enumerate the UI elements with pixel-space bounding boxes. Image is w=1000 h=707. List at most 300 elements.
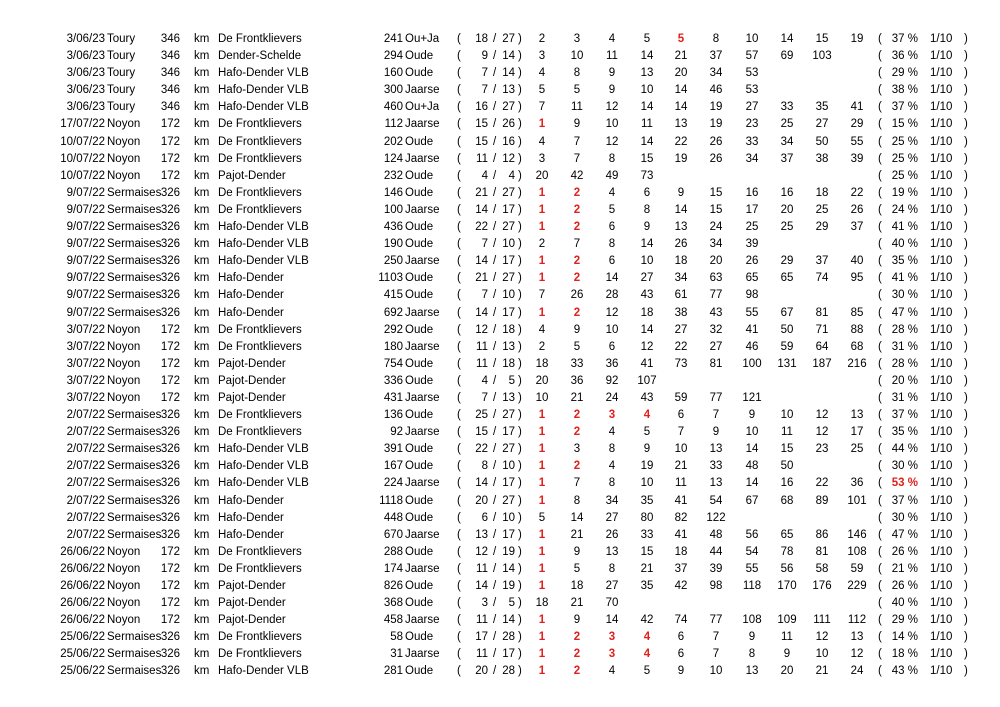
distance-value: 172 <box>160 323 180 336</box>
close-paren: ) <box>964 511 968 524</box>
placing: 39 <box>850 152 864 165</box>
race-date: 10/07/22 <box>60 169 105 182</box>
slash: / <box>493 391 497 404</box>
placing: 1 <box>538 203 546 216</box>
placing: 32 <box>709 323 723 336</box>
percentage: 25 % <box>891 152 918 165</box>
slash: / <box>493 221 497 234</box>
placing: 19 <box>850 33 864 45</box>
placing: 48 <box>745 460 759 473</box>
placing: 21 <box>640 562 654 575</box>
placing: 10 <box>745 33 759 45</box>
bird-count: 670 <box>383 528 403 541</box>
percentage: 43 % <box>891 665 918 678</box>
percentage: 37 % <box>891 494 918 507</box>
table-row <box>0 595 1000 612</box>
close-paren: ) <box>518 152 522 165</box>
placing: 122 <box>706 511 726 524</box>
placing: 65 <box>745 272 759 285</box>
club-name: De Frontklievers <box>218 33 302 45</box>
club-name: Hafo-Dender VLB <box>218 101 309 114</box>
placing: 17 <box>745 203 759 216</box>
rank: 20 <box>475 494 488 507</box>
table-row <box>0 629 1000 646</box>
bird-count: 1118 <box>379 494 403 507</box>
distance-unit: km <box>194 614 210 627</box>
close-paren: ) <box>964 494 968 507</box>
placing: 7 <box>573 135 581 148</box>
table-row <box>0 356 1000 373</box>
total: 17 <box>502 477 515 490</box>
bird-count: 112 <box>384 118 403 131</box>
rank: 14 <box>475 306 488 319</box>
slash: / <box>493 648 497 661</box>
open-paren: ( <box>878 562 882 575</box>
slash: / <box>493 306 497 319</box>
close-paren: ) <box>964 562 968 575</box>
placing: 19 <box>640 460 654 473</box>
placing: 10 <box>605 118 619 131</box>
open-paren: ( <box>878 597 882 610</box>
close-paren: ) <box>518 84 522 97</box>
open-paren: ( <box>878 306 882 319</box>
percentage: 41 % <box>891 272 918 285</box>
release-place: Sermaises <box>107 409 162 422</box>
club-name: De Frontklievers <box>218 152 302 165</box>
open-paren: ( <box>878 374 882 387</box>
close-paren: ) <box>518 494 522 507</box>
percentage: 25 % <box>891 169 918 182</box>
total: 10 <box>502 511 515 524</box>
placing: 100 <box>742 357 762 370</box>
fraction: 1/10 <box>930 340 953 353</box>
distance-unit: km <box>194 289 210 302</box>
placing: 41 <box>745 323 759 336</box>
placing: 10 <box>709 665 723 678</box>
total: 17 <box>502 528 515 541</box>
placing: 33 <box>709 460 723 473</box>
placing: 34 <box>605 494 619 507</box>
category: Jaarse <box>405 84 440 97</box>
open-paren: ( <box>878 101 882 114</box>
open-paren: ( <box>878 33 882 45</box>
distance-value: 172 <box>160 374 180 387</box>
placing: 3 <box>573 443 581 456</box>
table-row <box>0 612 1000 629</box>
placing: 2 <box>573 221 581 234</box>
placing: 34 <box>745 152 759 165</box>
open-paren: ( <box>457 443 461 456</box>
fraction: 1/10 <box>930 374 953 387</box>
placing: 53 <box>745 84 759 97</box>
placing: 35 <box>640 580 654 592</box>
placing: 46 <box>709 84 723 97</box>
distance-unit: km <box>194 203 210 216</box>
open-paren: ( <box>457 477 461 490</box>
total: 27 <box>502 186 515 199</box>
race-date: 9/07/22 <box>66 289 105 302</box>
bird-count: 160 <box>383 67 403 80</box>
release-place: Noyon <box>107 169 141 182</box>
rank: 12 <box>475 323 488 336</box>
club-name: De Frontklievers <box>218 118 302 131</box>
placing: 12 <box>815 426 829 439</box>
percentage: 30 % <box>891 289 918 302</box>
total: 28 <box>502 665 515 678</box>
rank: 15 <box>475 135 488 148</box>
percentage: 53 % <box>891 477 918 490</box>
open-paren: ( <box>457 186 461 199</box>
placing: 10 <box>745 426 759 439</box>
table-row <box>0 185 1000 202</box>
percentage: 30 % <box>891 460 918 473</box>
distance-value: 346 <box>160 84 180 97</box>
category: Jaarse <box>405 306 440 319</box>
placing: 9 <box>783 648 791 661</box>
fraction: 1/10 <box>930 152 953 165</box>
rank: 25 <box>475 409 488 422</box>
distance-unit: km <box>194 460 210 473</box>
open-paren: ( <box>457 238 461 251</box>
rank: 22 <box>475 221 488 234</box>
club-name: Hafo-Dender VLB <box>218 460 309 473</box>
rank: 13 <box>475 528 488 541</box>
placing: 14 <box>570 511 584 524</box>
placing: 21 <box>570 391 584 404</box>
release-place: Toury <box>107 101 136 114</box>
release-place: Sermaises <box>107 289 162 302</box>
close-paren: ) <box>518 562 522 575</box>
open-paren: ( <box>457 135 461 148</box>
placing: 8 <box>573 494 581 507</box>
placing: 14 <box>780 33 794 45</box>
distance-value: 326 <box>160 528 180 541</box>
placing: 92 <box>605 374 619 387</box>
release-place: Sermaises <box>107 648 162 661</box>
placing: 18 <box>640 306 654 319</box>
race-date: 3/07/22 <box>66 340 105 353</box>
distance-value: 326 <box>160 306 180 319</box>
distance-value: 346 <box>160 33 180 45</box>
placing: 22 <box>674 135 688 148</box>
distance-value: 326 <box>160 186 180 199</box>
placing: 61 <box>674 289 688 302</box>
placing: 78 <box>780 545 794 558</box>
close-paren: ) <box>964 101 968 114</box>
club-name: De Frontklievers <box>218 203 302 216</box>
club-name: Pajot-Dender <box>218 357 286 370</box>
placing: 1 <box>538 631 546 644</box>
table-row <box>0 287 1000 304</box>
close-paren: ) <box>518 186 522 199</box>
slash: / <box>493 665 497 678</box>
fraction: 1/10 <box>930 272 953 285</box>
placing: 41 <box>640 357 654 370</box>
placing: 5 <box>677 33 685 45</box>
close-paren: ) <box>964 528 968 541</box>
table-row <box>0 82 1000 99</box>
placing: 4 <box>643 409 651 422</box>
race-date: 3/07/22 <box>66 374 105 387</box>
percentage: 36 % <box>891 50 918 63</box>
percentage: 28 % <box>891 323 918 336</box>
close-paren: ) <box>518 528 522 541</box>
rank: 14 <box>475 255 488 268</box>
placing: 1 <box>538 562 546 575</box>
placing: 14 <box>640 101 654 114</box>
placing: 109 <box>777 614 797 627</box>
distance-value: 346 <box>160 67 180 80</box>
placing: 10 <box>570 50 584 63</box>
category: Jaarse <box>405 391 440 404</box>
placing: 65 <box>780 272 794 285</box>
open-paren: ( <box>878 340 882 353</box>
category: Oude <box>405 494 434 507</box>
placing: 2 <box>573 255 581 268</box>
table-row <box>0 578 1000 595</box>
placing: 14 <box>605 614 619 627</box>
table-row <box>0 407 1000 424</box>
placing: 2 <box>538 33 546 45</box>
club-name: Pajot-Dender <box>218 597 286 610</box>
race-date: 2/07/22 <box>66 409 105 422</box>
placing: 8 <box>608 477 616 490</box>
rank: 7 <box>481 84 488 97</box>
placing: 18 <box>535 597 549 610</box>
placing: 10 <box>640 255 654 268</box>
distance-value: 326 <box>160 631 180 644</box>
distance-unit: km <box>194 118 210 131</box>
table-row <box>0 322 1000 339</box>
placing: 9 <box>643 221 651 234</box>
placing: 2 <box>573 631 581 644</box>
distance-unit: km <box>194 374 210 387</box>
placing: 4 <box>643 631 651 644</box>
category: Oude <box>405 186 434 199</box>
distance-value: 172 <box>160 152 180 165</box>
placing: 8 <box>712 33 720 45</box>
placing: 7 <box>573 152 581 165</box>
distance-unit: km <box>194 494 210 507</box>
fraction: 1/10 <box>930 84 953 97</box>
bird-count: 294 <box>383 50 403 63</box>
distance-value: 172 <box>160 562 180 575</box>
percentage: 15 % <box>891 118 918 131</box>
distance-value: 326 <box>160 511 180 524</box>
placing: 4 <box>608 186 616 199</box>
close-paren: ) <box>518 460 522 473</box>
release-place: Sermaises <box>107 494 162 507</box>
release-place: Sermaises <box>107 221 162 234</box>
category: Oude <box>405 460 434 473</box>
category: Jaarse <box>405 562 440 575</box>
close-paren: ) <box>964 323 968 336</box>
placing: 9 <box>643 443 651 456</box>
placing: 81 <box>815 545 829 558</box>
slash: / <box>493 374 497 387</box>
total: 4 <box>508 169 515 182</box>
race-date: 10/07/22 <box>60 135 105 148</box>
table-row <box>0 253 1000 270</box>
placing: 10 <box>640 84 654 97</box>
release-place: Noyon <box>107 391 141 404</box>
placing: 59 <box>850 562 864 575</box>
placing: 73 <box>640 169 654 182</box>
open-paren: ( <box>878 357 882 370</box>
placing: 7 <box>677 426 685 439</box>
category: Oude <box>405 631 434 644</box>
distance-unit: km <box>194 272 210 285</box>
distance-unit: km <box>194 33 210 45</box>
table-row <box>0 48 1000 65</box>
placing: 50 <box>815 135 829 148</box>
placing: 89 <box>815 494 829 507</box>
release-place: Noyon <box>107 597 141 610</box>
open-paren: ( <box>457 562 461 575</box>
placing: 25 <box>780 118 794 131</box>
open-paren: ( <box>878 135 882 148</box>
placing: 43 <box>640 391 654 404</box>
slash: / <box>493 614 497 627</box>
slash: / <box>493 50 497 63</box>
close-paren: ) <box>964 580 968 592</box>
slash: / <box>493 357 497 370</box>
rank: 7 <box>481 238 488 251</box>
slash: / <box>493 562 497 575</box>
placing: 69 <box>780 50 794 63</box>
total: 19 <box>502 545 515 558</box>
slash: / <box>493 101 497 114</box>
total: 19 <box>502 580 515 592</box>
slash: / <box>493 340 497 353</box>
club-name: Hafo-Dender VLB <box>218 665 309 678</box>
total: 14 <box>502 562 515 575</box>
open-paren: ( <box>878 152 882 165</box>
percentage: 44 % <box>891 443 918 456</box>
placing: 20 <box>535 169 549 182</box>
placing: 29 <box>850 118 864 131</box>
fraction: 1/10 <box>930 443 953 456</box>
placing: 7 <box>538 101 546 114</box>
placing: 216 <box>847 357 867 370</box>
placing: 59 <box>674 391 688 404</box>
fraction: 1/10 <box>930 186 953 199</box>
race-date: 9/07/22 <box>66 221 105 234</box>
club-name: De Frontklievers <box>218 186 302 199</box>
placing: 14 <box>640 323 654 336</box>
placing: 15 <box>815 33 829 45</box>
placing: 3 <box>608 648 616 661</box>
close-paren: ) <box>964 648 968 661</box>
open-paren: ( <box>878 460 882 473</box>
placing: 43 <box>709 306 723 319</box>
placing: 22 <box>815 477 829 490</box>
close-paren: ) <box>518 221 522 234</box>
bird-count: 300 <box>383 84 403 97</box>
open-paren: ( <box>878 511 882 524</box>
placing: 26 <box>709 135 723 148</box>
bird-count: 292 <box>383 323 403 336</box>
open-paren: ( <box>878 409 882 422</box>
release-place: Noyon <box>107 614 141 627</box>
distance-value: 326 <box>160 477 180 490</box>
rank: 21 <box>475 186 488 199</box>
open-paren: ( <box>878 272 882 285</box>
close-paren: ) <box>964 186 968 199</box>
distance-value: 326 <box>160 426 180 439</box>
race-date: 9/07/22 <box>66 238 105 251</box>
category: Jaarse <box>405 152 440 165</box>
placing: 41 <box>850 101 864 114</box>
placing: 41 <box>674 494 688 507</box>
rank: 21 <box>475 272 488 285</box>
fraction: 1/10 <box>930 50 953 63</box>
release-place: Sermaises <box>107 255 162 268</box>
bird-count: 281 <box>383 665 403 678</box>
distance-unit: km <box>194 391 210 404</box>
close-paren: ) <box>964 665 968 678</box>
placing: 95 <box>850 272 864 285</box>
race-date: 3/06/23 <box>66 50 105 63</box>
placing: 11 <box>571 101 583 114</box>
placing: 6 <box>608 255 616 268</box>
placing: 19 <box>709 118 723 131</box>
distance-value: 172 <box>160 340 180 353</box>
bird-count: 180 <box>383 340 403 353</box>
distance-unit: km <box>194 186 210 199</box>
placing: 4 <box>608 426 616 439</box>
distance-value: 326 <box>160 238 180 251</box>
distance-unit: km <box>194 169 210 182</box>
close-paren: ) <box>964 374 968 387</box>
distance-unit: km <box>194 238 210 251</box>
distance-unit: km <box>194 648 210 661</box>
rank: 11 <box>476 152 488 165</box>
fraction: 1/10 <box>930 494 953 507</box>
placing: 6 <box>677 409 685 422</box>
open-paren: ( <box>878 391 882 404</box>
category: Ou+Ja <box>405 33 440 45</box>
total: 18 <box>502 357 515 370</box>
fraction: 1/10 <box>930 306 953 319</box>
placing: 77 <box>709 391 723 404</box>
placing: 5 <box>643 665 651 678</box>
category: Jaarse <box>405 614 440 627</box>
club-name: De Frontklievers <box>218 648 302 661</box>
category: Oude <box>405 580 434 592</box>
placing: 29 <box>780 255 794 268</box>
club-name: Hafo-Dender VLB <box>218 255 309 268</box>
placing: 21 <box>570 597 584 610</box>
total: 17 <box>502 648 515 661</box>
placing: 25 <box>780 221 794 234</box>
distance-value: 172 <box>160 135 180 148</box>
placing: 74 <box>815 272 829 285</box>
total: 12 <box>502 152 515 165</box>
category: Jaarse <box>405 255 440 268</box>
category: Oude <box>405 135 434 148</box>
race-date: 2/07/22 <box>66 528 105 541</box>
placing: 34 <box>674 272 688 285</box>
placing: 13 <box>850 409 864 422</box>
rank: 4 <box>481 169 488 182</box>
close-paren: ) <box>518 511 522 524</box>
distance-unit: km <box>194 255 210 268</box>
table-row <box>0 219 1000 236</box>
fraction: 1/10 <box>930 460 953 473</box>
placing: 39 <box>709 562 723 575</box>
slash: / <box>493 597 497 610</box>
